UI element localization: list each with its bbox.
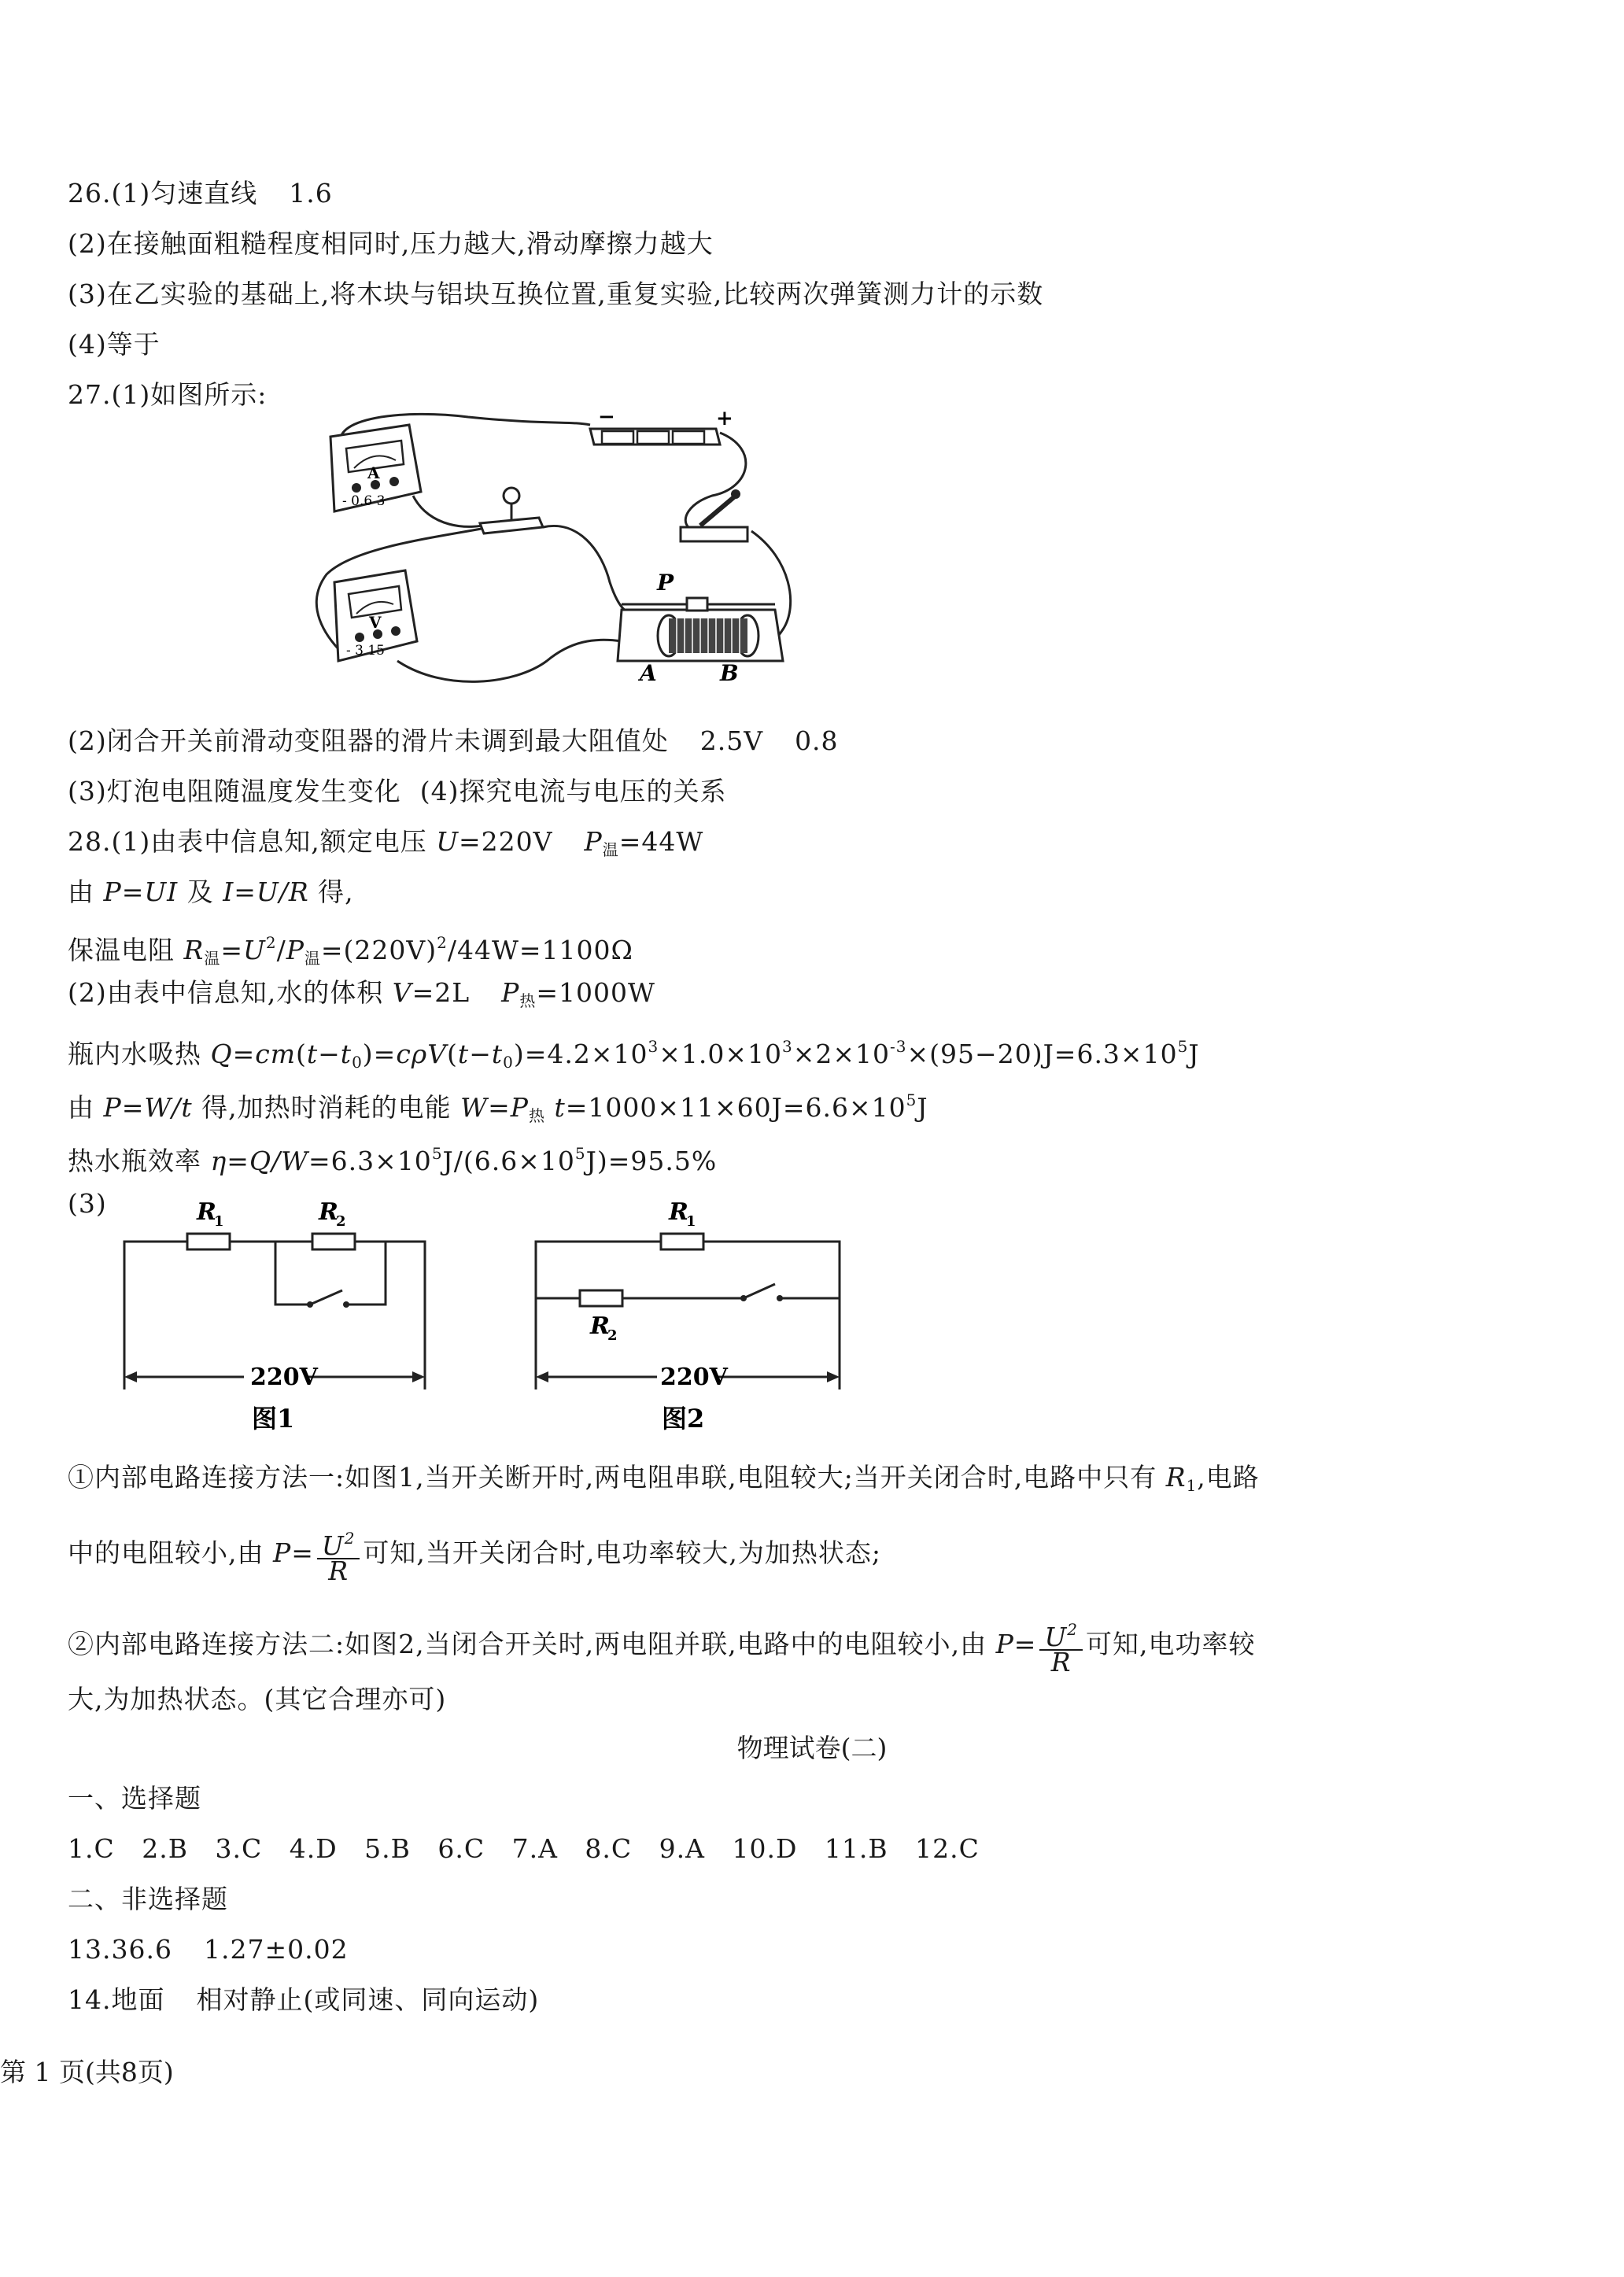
fraction-denominator: R xyxy=(328,1556,349,1586)
rheostat-terminal-b: B xyxy=(720,660,739,686)
answer-8: 8.C xyxy=(585,1833,633,1864)
t0-subscript: 0 xyxy=(352,1053,363,1072)
exponent: 5 xyxy=(574,1144,586,1163)
rheostat-terminal-a: A xyxy=(640,660,657,686)
method1-text-d: 可知,当开关闭合时,电功率较大,为加热状态; xyxy=(363,1537,882,1568)
answer-7: 7.A xyxy=(511,1833,558,1864)
voltmeter xyxy=(334,570,417,661)
method1-text-b: ,电路 xyxy=(1197,1462,1260,1493)
exponent: 5 xyxy=(906,1091,917,1109)
u-exponent: 2 xyxy=(265,933,277,952)
q28-line5-h: )=4.2×10 xyxy=(513,1039,648,1069)
fraction-u2-over-r xyxy=(1039,1618,1083,1677)
var-r: R xyxy=(183,935,205,965)
var-t: t xyxy=(554,1092,566,1123)
q28-line6-d: =1000×11×60J=6.6×10 xyxy=(565,1092,906,1123)
p-value: =44W xyxy=(618,826,704,857)
q14-answer-a: 14.地面 xyxy=(68,1984,165,2015)
var-cm: cm xyxy=(255,1039,296,1069)
fig1-voltage: 220V xyxy=(250,1364,318,1391)
q28-line2-c: 得, xyxy=(318,876,354,907)
q26-number: 26. xyxy=(68,178,112,209)
answer-5: 5.B xyxy=(364,1833,411,1864)
var-t: t xyxy=(306,1039,319,1069)
minus: − xyxy=(318,1039,341,1069)
fig1-resistor-r2 xyxy=(312,1234,355,1249)
fig2-resistor-r2 xyxy=(580,1290,622,1306)
slash: / xyxy=(276,935,286,965)
q28-line5-k: ×(95−20)J=6.3×10 xyxy=(906,1039,1178,1069)
q14-answer-b: 相对静止(或同速、同向运动) xyxy=(196,1984,540,2015)
q28-line7-d: J/(6.6×10 xyxy=(442,1146,575,1176)
var-p: P xyxy=(584,826,603,857)
fraction-numerator xyxy=(1039,1618,1083,1651)
equals: = xyxy=(227,1146,249,1176)
p-subscript: 温 xyxy=(602,840,619,859)
q26-part1: (1) xyxy=(111,178,151,209)
wire-lamp-rheostat xyxy=(543,526,633,614)
q27-line2 xyxy=(68,722,839,760)
q26-line1 xyxy=(68,175,333,212)
q28-line3-d: /44W=1100Ω xyxy=(447,935,633,965)
circuit-figure-1 xyxy=(118,1188,433,1440)
fig2-resistor-r1 xyxy=(661,1234,703,1249)
fig1-r2-sub: 2 xyxy=(336,1213,346,1230)
section1-heading: 一、选择题 xyxy=(68,1783,201,1814)
q28-line7 xyxy=(68,1135,717,1180)
fig1-wire-left xyxy=(124,1242,187,1389)
ammeter-terminals: - 0.6 3 xyxy=(342,493,386,509)
method2-text-b: 可知,电功率较 xyxy=(1086,1629,1256,1659)
unit-j: J xyxy=(917,1092,928,1123)
fig1-r2-label: R xyxy=(319,1198,338,1226)
q28-line5-i: ×1.0×10 xyxy=(659,1039,783,1069)
q27-power: 0.8 xyxy=(795,725,839,756)
formula-p-ui: P=UI xyxy=(103,876,179,907)
method1-line1 xyxy=(68,1459,1260,1504)
q28-line7-c: =6.3×10 xyxy=(308,1146,432,1176)
fraction-u2-over-r xyxy=(317,1526,360,1586)
fig2-voltage: 220V xyxy=(660,1364,728,1391)
answer-10: 10.D xyxy=(732,1833,798,1864)
method1-text-a: ①内部电路连接方法一:如图1,当开关断开时,两电阻串联,电阻较大;当开关闭合时,电路中只有 xyxy=(68,1462,1157,1493)
q28-line2-a: 由 xyxy=(68,876,94,907)
page-footer: 第 1 页(共8页) xyxy=(0,2057,174,2087)
u-value: =220V xyxy=(459,826,553,857)
equals: = xyxy=(220,935,244,965)
battery-minus: − xyxy=(598,405,615,429)
method2-text-a: ②内部电路连接方法二:如图2,当闭合开关时,两电阻并联,电路中的电阻较小,由 xyxy=(68,1629,987,1659)
var-p: P xyxy=(501,977,520,1008)
var-eta: η xyxy=(210,1146,227,1176)
r-subscript: 1 xyxy=(1186,1476,1198,1495)
q13-line xyxy=(68,1931,349,1969)
method2-line1 xyxy=(68,1618,1256,1677)
q26-value: 1.6 xyxy=(289,178,333,209)
q28-line1-text: 28.(1)由表中信息知,额定电压 xyxy=(68,826,427,857)
method1-text-c: 中的电阻较小,由 xyxy=(68,1537,264,1568)
var-u: U xyxy=(1044,1622,1068,1652)
answer-9: 9.A xyxy=(659,1833,705,1864)
q28-line7-a: 热水瓶效率 xyxy=(68,1146,201,1176)
q26-answer1: 匀速直线 xyxy=(150,178,258,209)
var-p: P xyxy=(286,935,304,965)
q26-line4: (4)等于 xyxy=(68,329,161,360)
circuit-figure-2 xyxy=(531,1188,846,1440)
var-cpv: cρV xyxy=(396,1039,448,1069)
equals: = xyxy=(488,1092,511,1123)
var-t0: t xyxy=(340,1039,352,1069)
answer-3: 3.C xyxy=(215,1833,263,1864)
apparatus-diagram xyxy=(311,401,814,700)
var-t: t xyxy=(457,1039,470,1069)
var-u: U xyxy=(321,1530,345,1561)
answer-1: 1.C xyxy=(68,1833,115,1864)
var-r: R xyxy=(1165,1462,1187,1493)
q27-line2-text: (2)闭合开关前滑动变阻器的滑片未调到最大阻值处 xyxy=(68,725,669,756)
answer-11: 11.B xyxy=(824,1833,888,1864)
q27-line3-a: (3)灯泡电阻随温度发生变化 xyxy=(68,776,401,806)
ammeter xyxy=(330,425,421,511)
sliding-rheostat xyxy=(618,570,783,686)
voltmeter-label: V xyxy=(369,613,382,632)
rheostat-slider-label: P xyxy=(657,570,674,596)
answer-6: 6.C xyxy=(437,1833,485,1864)
fig1-resistor-r1 xyxy=(187,1234,230,1249)
q28-line2-b: 及 xyxy=(186,876,214,907)
var-p: P xyxy=(510,1092,529,1123)
q28-line3-c: =(220V) xyxy=(320,935,437,965)
var-q: Q xyxy=(210,1039,233,1069)
fig2-caption: 图2 xyxy=(662,1404,705,1434)
p-subscript: 热 xyxy=(519,991,537,1010)
q26-line3: (3)在乙实验的基础上,将木块与铝块互换位置,重复实验,比较两次弹簧测力计的示数 xyxy=(68,279,1044,309)
battery-pack xyxy=(590,405,733,445)
q28-line6 xyxy=(68,1081,928,1135)
exponent: 5 xyxy=(1177,1037,1189,1056)
knife-switch xyxy=(681,489,747,541)
exponent: 5 xyxy=(431,1144,443,1163)
fig2-r1-label: R xyxy=(669,1198,688,1226)
q28-line5-j: ×2×10 xyxy=(792,1039,891,1069)
ammeter-label: A xyxy=(367,463,380,482)
fig1-caption: 图1 xyxy=(252,1404,295,1434)
q14-line xyxy=(68,1981,539,2019)
exponent: 3 xyxy=(782,1037,793,1056)
fig1-bypass-left xyxy=(275,1242,310,1305)
u-exponent: 2 xyxy=(344,1529,356,1548)
q28-line5-a: 瓶内水吸热 xyxy=(68,1039,201,1069)
paren-equals: )= xyxy=(362,1039,397,1069)
v-value: =2L xyxy=(412,977,471,1008)
fig2-r1-sub: 1 xyxy=(686,1213,696,1230)
p-subscript: 温 xyxy=(304,949,321,968)
q13-answer-b: 1.27±0.02 xyxy=(203,1934,349,1965)
method2-line2: 大,为加热状态。(其它合理亦可) xyxy=(68,1684,447,1714)
fig1-switch xyxy=(310,1290,342,1305)
voltmeter-terminals: - 3 15 xyxy=(346,643,385,659)
q28-line4-a: (2)由表中信息知,水的体积 xyxy=(68,977,384,1008)
q27-line1: 27.(1)如图所示: xyxy=(68,379,268,410)
fraction-numerator xyxy=(317,1526,360,1559)
q28-line7-e: J)=95.5% xyxy=(585,1146,718,1176)
q28-line1 xyxy=(68,823,703,869)
fig1-r1-sub: 1 xyxy=(214,1213,224,1230)
q13-answer-a: 13.36.6 xyxy=(68,1934,172,1965)
q28-line6-b: 得,加热时消耗的电能 xyxy=(201,1092,452,1123)
paren: ( xyxy=(296,1039,307,1069)
fig1-wire-right xyxy=(355,1242,425,1389)
q28-line2 xyxy=(68,873,354,911)
exponent: -3 xyxy=(890,1037,907,1056)
var-v: V xyxy=(392,977,412,1008)
q28-line6-a: 由 xyxy=(68,1092,94,1123)
equals: = xyxy=(232,1039,256,1069)
var-u: U xyxy=(436,826,460,857)
var-u: U xyxy=(243,935,266,965)
fraction-denominator: R xyxy=(1050,1647,1072,1677)
answer-12: 12.C xyxy=(915,1833,980,1864)
exponent: 2 xyxy=(437,933,448,952)
q27-line3-b: (4)探究电流与电压的关系 xyxy=(419,776,727,806)
q28-line4 xyxy=(68,974,655,1020)
equals: = xyxy=(291,1537,314,1568)
formula-q-over-w: Q/W xyxy=(249,1146,309,1176)
lamp-bulb xyxy=(480,488,543,533)
paren: ( xyxy=(447,1039,458,1069)
var-t0: t xyxy=(491,1039,504,1069)
fig1-bypass-right xyxy=(346,1242,386,1305)
q28-line5 xyxy=(68,1028,1200,1081)
t0-subscript: 0 xyxy=(503,1053,514,1072)
q26-line2: (2)在接触面粗糙程度相同时,压力越大,滑动摩擦力越大 xyxy=(68,228,714,259)
unit-j: J xyxy=(1188,1039,1200,1069)
formula-p-wt: P=W/t xyxy=(103,1092,193,1123)
p-subscript: 热 xyxy=(528,1106,545,1125)
choice-answers xyxy=(68,1830,980,1868)
q28-line3-a: 保温电阻 xyxy=(68,935,175,965)
method1-line2 xyxy=(68,1526,882,1586)
q28-part3: (3) xyxy=(68,1188,107,1219)
q28-line3 xyxy=(68,924,633,977)
paper2-title: 物理试卷(二) xyxy=(736,1733,888,1763)
var-p: P xyxy=(273,1537,292,1568)
section2-heading: 二、非选择题 xyxy=(68,1884,228,1914)
fig2-switch xyxy=(744,1284,775,1298)
q27-line3 xyxy=(68,773,727,810)
fig2-r2-sub: 2 xyxy=(607,1327,618,1344)
var-w: W xyxy=(460,1092,489,1123)
answer-4: 4.D xyxy=(289,1833,338,1864)
equals: = xyxy=(1013,1629,1037,1659)
minus: − xyxy=(469,1039,492,1069)
exponent: 3 xyxy=(648,1037,659,1056)
q27-voltage: 2.5V xyxy=(699,725,764,756)
var-p: P xyxy=(995,1629,1014,1659)
formula-ohm: I=U/R xyxy=(223,876,309,907)
wire-voltmeter-rheostat xyxy=(397,640,622,681)
battery-plus: + xyxy=(716,407,733,430)
answer-2: 2.B xyxy=(142,1833,188,1864)
p-value: =1000W xyxy=(536,977,655,1008)
fig2-r2-label: R xyxy=(590,1312,610,1340)
u-exponent: 2 xyxy=(1067,1620,1078,1639)
fig1-r1-label: R xyxy=(197,1198,216,1226)
r-subscript: 温 xyxy=(204,949,221,968)
